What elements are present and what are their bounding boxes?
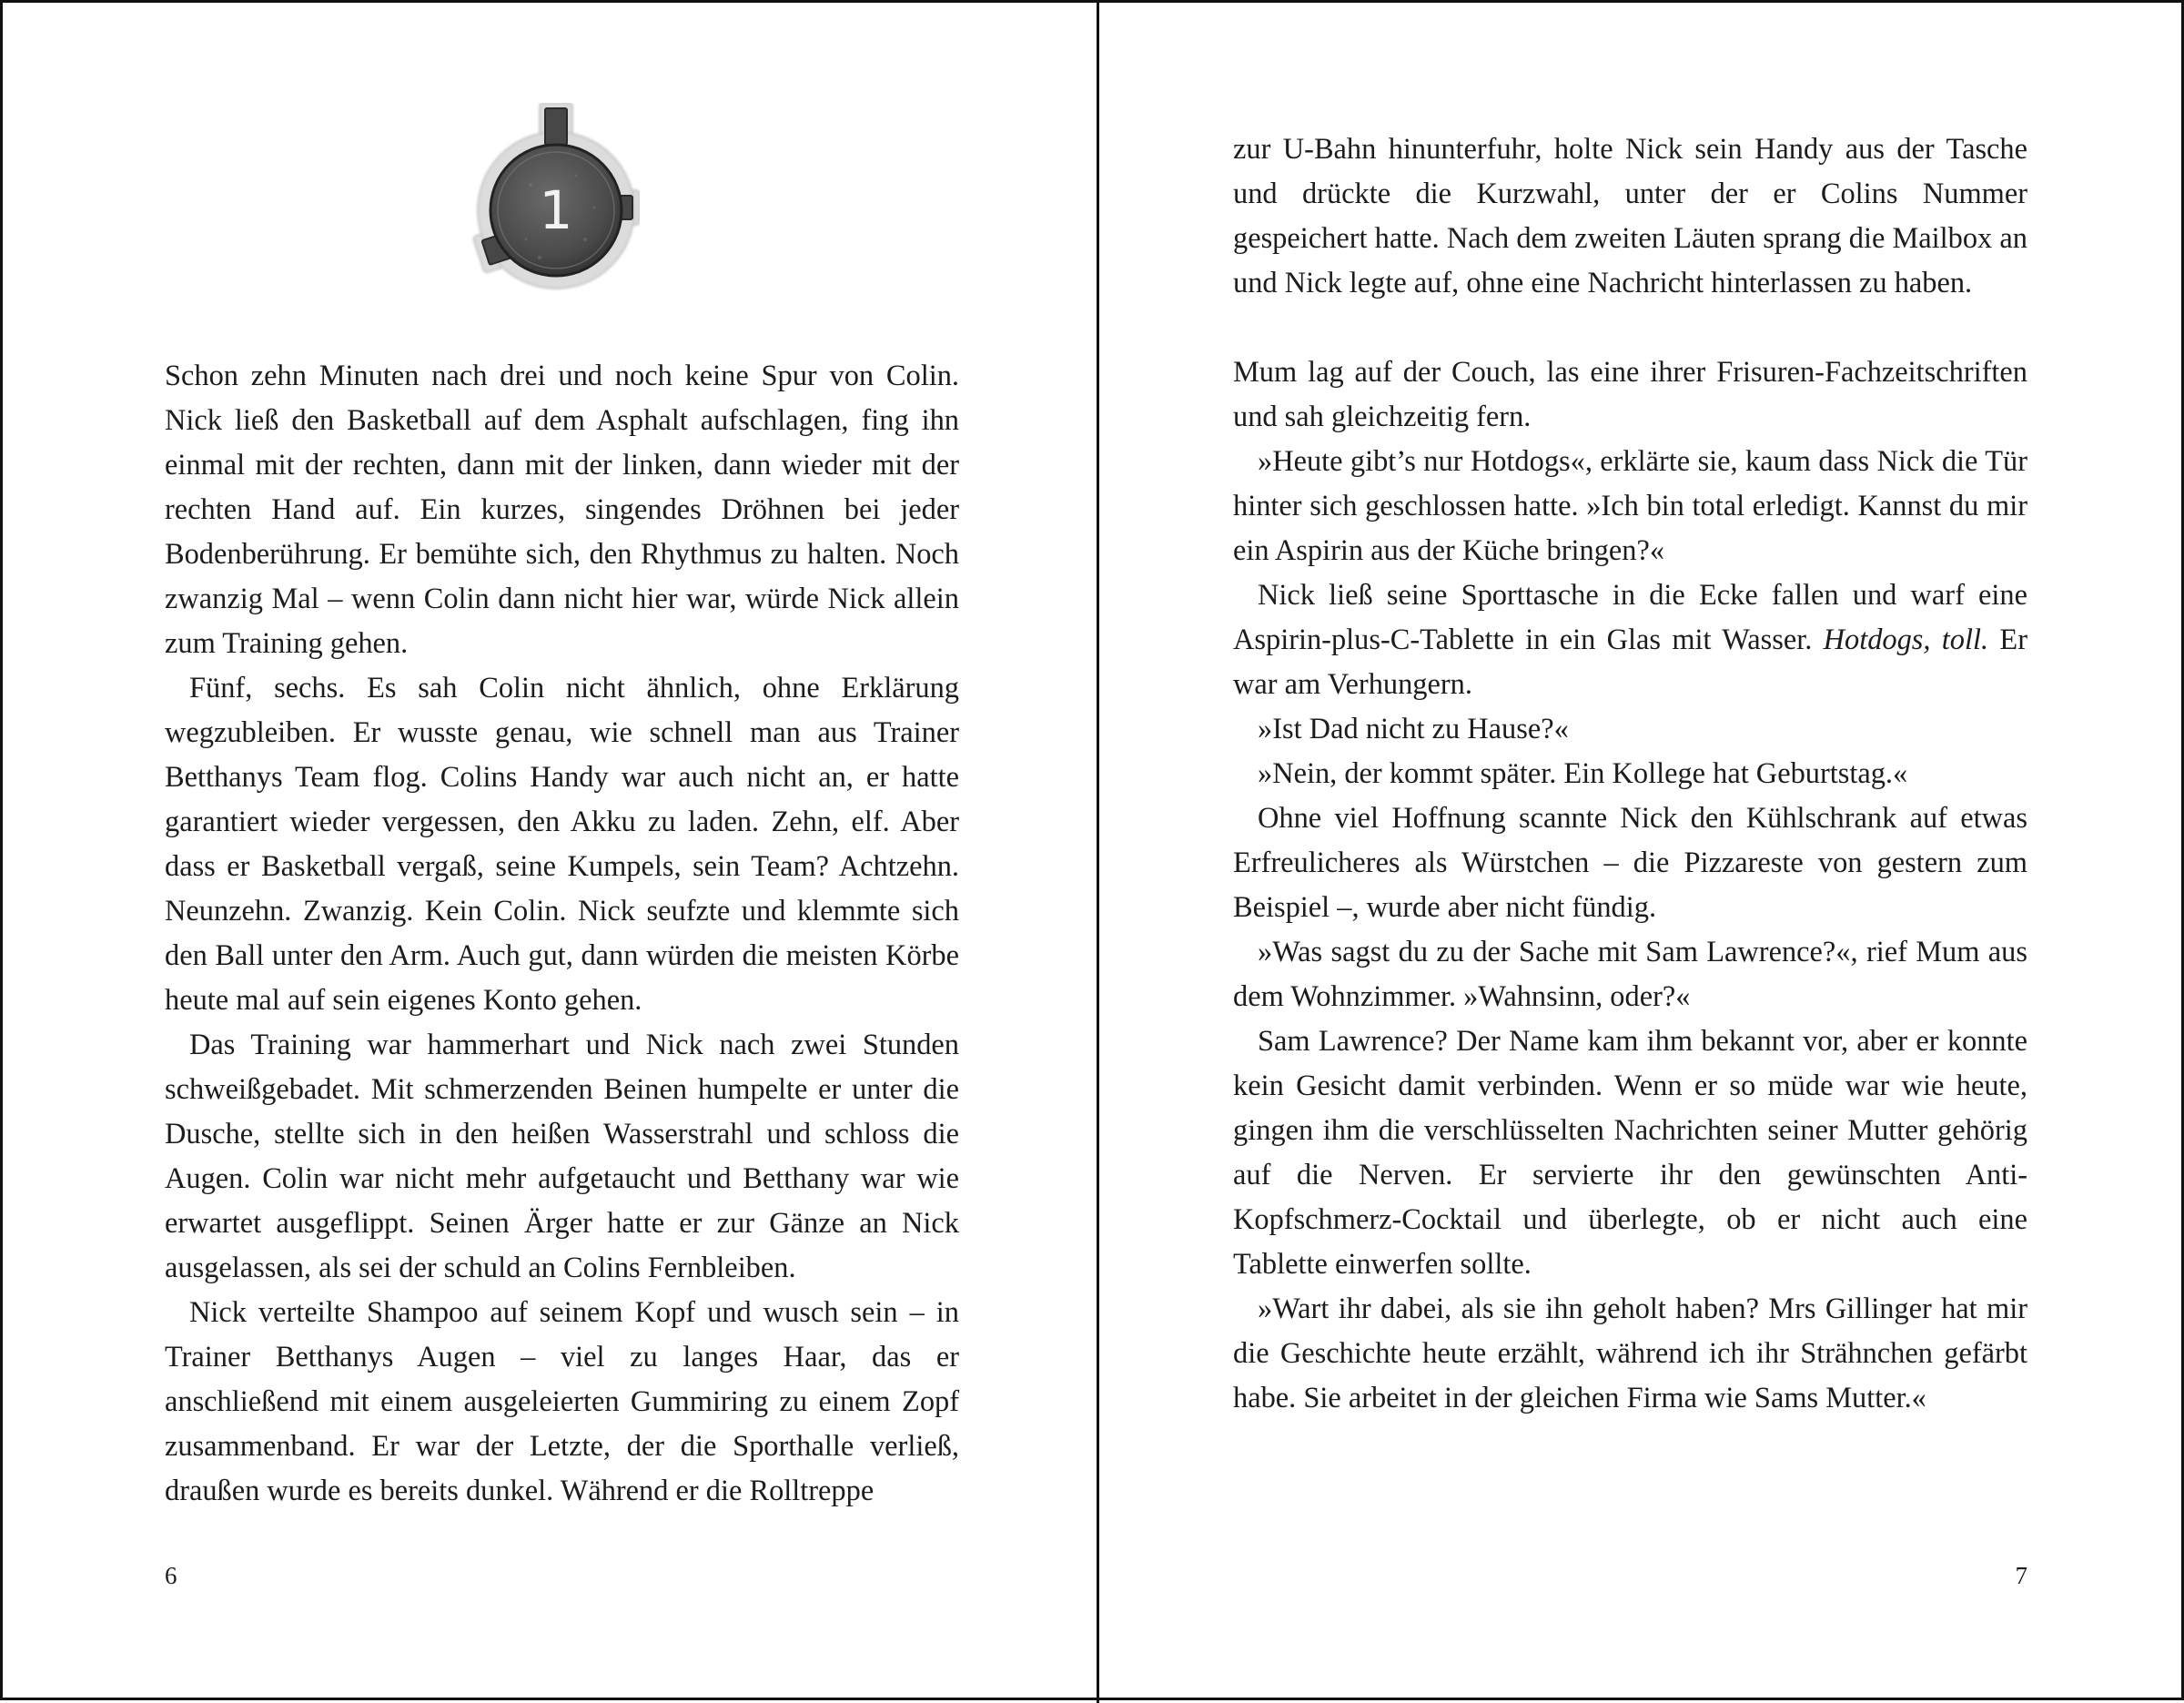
page-number: 7 [2015, 1562, 2027, 1589]
paragraph-text: Nick ließ seine Sporttasche in die Ecke fallen und warf eine Aspirin-plus-C-Tablette in ein Glas mit Wasser. [1233, 579, 2027, 656]
paragraph: »Wart ihr dabei, als sie ihn geholt haben? Mrs Gillinger hat mir die Geschichte heute erzählt, während ich ihr Strähnchen gefärbt habe. Sie arbeitet in der gleichen Firma wie Sams Mutter.« [1233, 1292, 2027, 1414]
left-page-text [165, 354, 959, 1514]
paragraph: »Was sagst du zu der Sache mit Sam Lawrence?«, rief Mum aus dem Wohnzimmer. »Wahnsinn, oder?« [1233, 936, 2027, 1013]
paragraph: Das Training war hammerhart und Nick nach zwei Stunden schweißgebadet. Mit schmerzenden Beinen humpelte er unter die Dusche, stellte sich in den heißen Wasserstrahl und schloss die Augen. Colin war nicht mehr aufgetaucht und Betthany war wie erwartet ausgeflippt. Seinen Ärger hatte er zur Gänze an Nick ausgelassen, als sei der schuld an Colins Fernbleiben. [165, 1029, 959, 1284]
right-page [1099, 3, 2184, 1703]
paragraph: Mum lag auf der Couch, las eine ihrer Frisuren-Fachzeitschriften und sah gleichzeitig fern. [1233, 356, 2027, 433]
paragraph: »Heute gibt’s nur Hotdogs«, erklärte sie, kaum dass Nick die Tür hinter sich geschlossen hatte. »Ich bin total erledigt. Kannst du mir ein Aspirin aus der Küche bringen?« [1233, 445, 2027, 567]
paragraph: Sam Lawrence? Der Name kam ihm bekannt vor, aber er konnte kein Gesicht damit verbinden. Wenn er so müde war wie heute, gingen ihm die verschlüsselten Nachrichten seiner Mutter gehörig auf die Nerven. Er servierte ihr den gewünschten Anti-Kopfschmerz-Cocktail und überlegte, ob er nicht auch eine Tablette einwerfen sollte. [1233, 1025, 2027, 1281]
paragraph: Ohne viel Hoffnung scannte Nick den Kühlschrank auf etwas Erfreulicheres als Würstchen – die Pizzareste von gestern zum Beispiel –, wurde aber nicht fündig. [1233, 802, 2027, 924]
paragraph-text: Er war am Verhungern. [1233, 623, 2027, 701]
left-page [3, 3, 1097, 1703]
paragraph: Schon zehn Minuten nach drei und noch keine Spur von Colin. Nick ließ den Basketball auf dem Asphalt aufschlagen, fing ihn einmal mit der rechten, dann mit der linken, dann wieder mit der rechten Hand auf. Ein kurzes, singendes Dröhnen bei jeder Bodenberührung. Er bemühte sich, den Rhythmus zu halten. Noch zwanzig Mal – wenn Colin dann nicht hier war, würde Nick allein zum Training gehen. [165, 360, 959, 660]
chapter-emblem-icon [467, 103, 640, 312]
paragraph: zur U-Bahn hinunterfuhr, holte Nick sein Handy aus der Tasche und drückte die Kurzwahl, unter der er Colins Nummer gespeichert hatte. Nach dem zweiten Läuten sprang die Mailbox an und Nick legte auf, ohne eine Nachricht hinterlassen zu haben. [1233, 133, 2027, 299]
paragraph: Nick verteilte Shampoo auf seinem Kopf und wusch sein – in Trainer Betthanys Augen – viel zu langes Haar, das er anschließend mit einem ausgeleierten Gummiring zu einem Zopf zusammenband. Er war der Letzte, der die Sporthalle verließ, draußen wurde es bereits dunkel. Während er die Rolltreppe [165, 1296, 959, 1507]
paragraph: Fünf, sechs. Es sah Colin nicht ähnlich, ohne Erklärung wegzubleiben. Er wusste genau, wie schnell man aus Trainer Betthanys Team flog. Colins Handy war auch nicht an, er hatte garantiert wieder vergessen, den Akku zu laden. Zehn, elf. Aber dass er Basketball vergaß, seine Kumpels, sein Team? Achtzehn. Neunzehn. Zwanzig. Kein Colin. Nick seufzte und klemmte sich den Ball unter den Arm. Auch gut, dann würden die meisten Körbe heute mal auf sein eigenes Konto gehen. [165, 672, 959, 1017]
paragraph: »Ist Dad nicht zu Hause?« [1258, 713, 1569, 745]
paragraph: »Nein, der kommt später. Ein Kollege hat Geburtstag.« [1258, 757, 1908, 790]
italic-phrase: Hotdogs, toll. [1823, 623, 1989, 656]
chapter-number: 1 [539, 179, 573, 241]
page-number: 6 [165, 1562, 177, 1589]
paragraph [1233, 573, 2027, 707]
right-page-text [1233, 127, 2027, 1421]
